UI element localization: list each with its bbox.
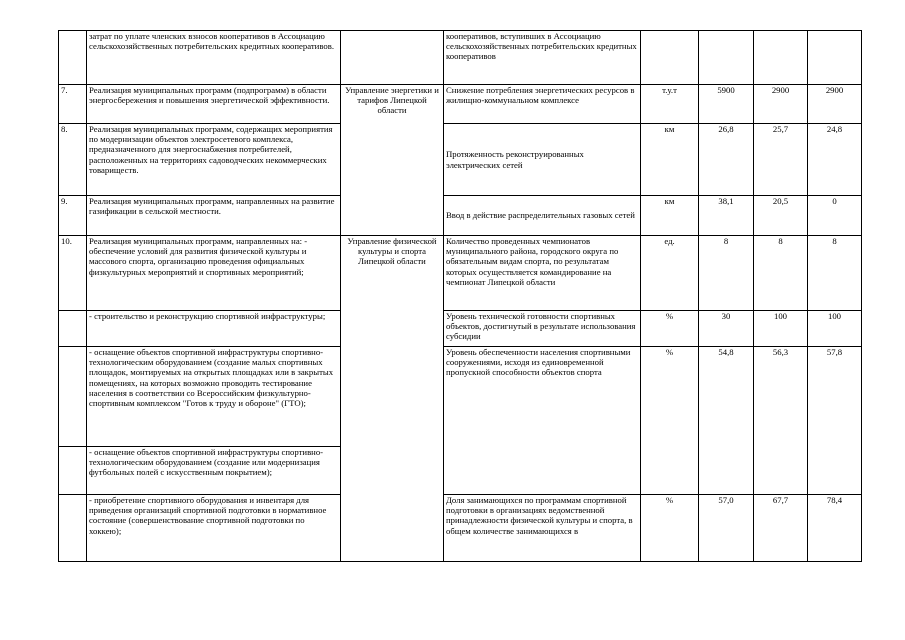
measure-cell: Реализация муниципальных программ (подпрограмм) в области энергосбережения и повышения энергетической эффективности. [87,85,341,124]
row-number: 10. [59,236,87,311]
value-cell: 56,3 [754,347,808,495]
value-cell [808,31,862,85]
value-cell: 8 [699,236,754,311]
value-cell [699,31,754,85]
measure-cell: - строительство и реконструкцию спортивной инфраструктуры; [87,311,341,347]
unit-cell: т.у.т [641,85,699,124]
value-cell: 20,5 [754,196,808,236]
value-cell: 57,8 [808,347,862,495]
measure-cell: затрат по уплате членских взносов кооперативов в Ассоциацию сельскохозяйственных потребительских кредитных кооперативов. [87,31,341,85]
indicator-cell: Уровень технической готовности спортивных объектов, достигнутый в результате использования субсидии [444,311,641,347]
table-row [59,196,862,236]
value-cell: 38,1 [699,196,754,236]
measure-cell: - приобретение спортивного оборудования и инвентаря для приведения организаций спортивной подготовки в нормативное состояние (совершенствование спортивной подготовки по хоккею); [87,495,341,562]
indicator-cell: Снижение потребления энергетических ресурсов в жилищно-коммунальном комплексе [444,85,641,124]
measure-cell: Реализация муниципальных программ, направленных на развитие газификации в сельской местности. [87,196,341,236]
table-row [59,236,862,311]
value-cell: 78,4 [808,495,862,562]
unit-cell: ед. [641,236,699,311]
executor-cell: Управление энергетики и тарифов Липецкой области [341,85,444,236]
value-cell: 8 [808,236,862,311]
value-cell: 8 [754,236,808,311]
value-cell: 5900 [699,85,754,124]
row-number-cell [59,31,87,85]
table-row [59,311,862,347]
value-cell: 100 [754,311,808,347]
row-number: 9. [59,196,87,236]
row-number-cell [59,347,87,447]
value-cell: 24,8 [808,124,862,196]
measure-cell: Реализация муниципальных программ, содержащих мероприятия по модернизации объектов электросетевого комплекса, предназначенного для энергоснабжения потребителей, расположенных на территориях садоводческих некоммерческих товариществ. [87,124,341,196]
table-row [59,347,862,447]
unit-cell: % [641,495,699,562]
indicator-cell: Доля занимающихся по программам спортивной подготовки в организациях ведомственной принадлежности физической культуры и спорта, в общем количестве занимающихся в [444,495,641,562]
row-number: 7. [59,85,87,124]
table-row [59,31,862,85]
value-cell: 2900 [808,85,862,124]
measure-cell: - оснащение объектов спортивной инфраструктуры спортивно-технологическим оборудованием (создание или модернизация футбольных полей с искусственным покрытием); [87,447,341,495]
indicator-cell: Ввод в действие распределительных газовых сетей [444,196,641,236]
value-cell: 67,7 [754,495,808,562]
value-cell: 0 [808,196,862,236]
row-number-cell [59,495,87,562]
row-number: 8. [59,124,87,196]
value-cell: 100 [808,311,862,347]
row-number-cell [59,447,87,495]
value-cell: 30 [699,311,754,347]
row-number-cell [59,311,87,347]
value-cell: 2900 [754,85,808,124]
executor-cell: Управление физической культуры и спорта Липецкой области [341,236,444,562]
indicator-cell: Уровень обеспеченности населения спортивными сооружениями, исходя из единовременной пропускной способности объектов спорта [444,347,641,495]
value-cell [754,31,808,85]
unit-cell [641,31,699,85]
unit-cell: км [641,196,699,236]
indicator-cell: Протяженность реконструированных электрических сетей [444,124,641,196]
unit-cell: км [641,124,699,196]
value-cell: 57,0 [699,495,754,562]
value-cell: 26,8 [699,124,754,196]
measure-cell: - оснащение объектов спортивной инфраструктуры спортивно-технологическим оборудованием (создание малых спортивных площадок, монтируемых на открытых площадках или в закрытых помещениях, на которых возможно проводить тестирование населения в соответствии со Всероссийским физкультурно-спортивным комплексом "Готов к труду и обороне" (ГТО); [87,347,341,447]
table-row [59,85,862,124]
table-row [59,495,862,562]
measure-cell: Реализация муниципальных программ, направленных на: - обеспечение условий для развития физической культуры и массового спорта, организацию проведения официальных физкультурных мероприятий и спортивных мероприятий; [87,236,341,311]
unit-cell: % [641,347,699,495]
executor-cell [341,31,444,85]
value-cell: 25,7 [754,124,808,196]
indicator-cell: Количество проведенных чемпионатов муниципального района, городского округа по обязательным видам спорта, по результатам которых осуществляется командирование на чемпионат Липецкой области [444,236,641,311]
program-indicators-table [58,30,862,562]
indicator-cell: кооперативов, вступивших в Ассоциацию сельскохозяйственных потребительских кредитных кооперативов [444,31,641,85]
unit-cell: % [641,311,699,347]
value-cell: 54,8 [699,347,754,495]
table-row [59,124,862,196]
